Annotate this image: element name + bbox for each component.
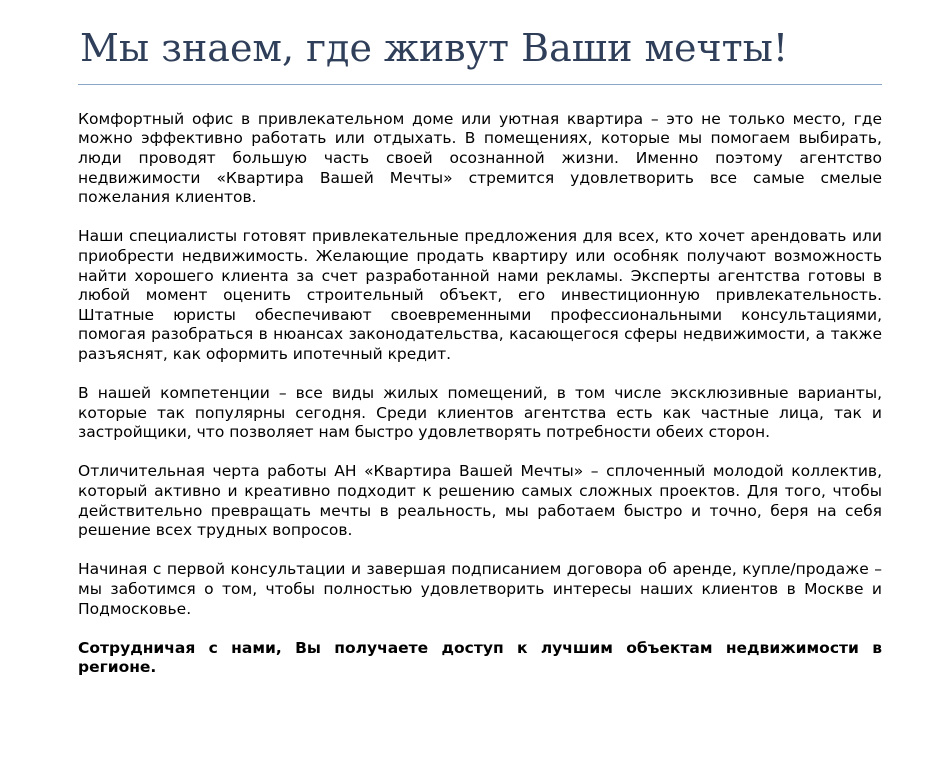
closing-statement: Сотрудничая с нами, Вы получаете доступ к лучшим объектам недвижимости в регионе. [78, 638, 882, 677]
paragraph-specialists: Наши специалисты готовят привлекательные предложения для всех, кто хочет арендовать или приобрести недвижимость. Желающие продать квартиру или особняк получают возможность найти хорошего клиента за счет разработанной нами рекламы. Эксперты агентства готовы в любой момент оценить строительный объект, его инвестиционную привлекательность. Штатные юристы обеспечивают своевременными профессиональными консультациями, помогая разобраться в нюансах законодательства, касающегося сферы недвижимости, а также разъяснят, как оформить ипотечный кредит. [78, 227, 882, 363]
document-page [78, 28, 882, 698]
paragraph-team: Отличительная черта работы АН «Квартира Вашей Мечты» – сплоченный молодой коллектив, который активно и креативно подходит к решению самых сложных проектов. Для того, чтобы действительно превращать мечты в реальность, мы работаем быстро и точно, беря на себя решение всех трудных вопросов. [78, 462, 882, 540]
paragraph-competence: В нашей компетенции – все виды жилых помещений, в том числе эксклюзивные варианты, которые так популярны сегодня. Среди клиентов агентства есть как частные лица, так и застройщики, что позволяет нам быстро удовлетворять потребности обеих сторон. [78, 384, 882, 442]
paragraph-process: Начиная с первой консультации и завершая подписанием договора об аренде, купле/продаже – мы заботимся о том, чтобы полностью удовлетворить интересы наших клиентов в Москве и Подмосковье. [78, 560, 882, 618]
body-text [78, 110, 882, 678]
title-divider [78, 84, 882, 85]
page-title: Мы знаем, где живут Ваши мечты! [80, 26, 789, 70]
paragraph-intro: Комфортный офис в привлекательном доме или уютная квартира – это не только место, где можно эффективно работать или отдыхать. В помещениях, которые мы помогаем выбирать, люди проводят большую часть своей осознанной жизни. Именно поэтому агентство недвижимости «Квартира Вашей Мечты» стремится удовлетворить все самые смелые пожелания клиентов. [78, 109, 882, 207]
